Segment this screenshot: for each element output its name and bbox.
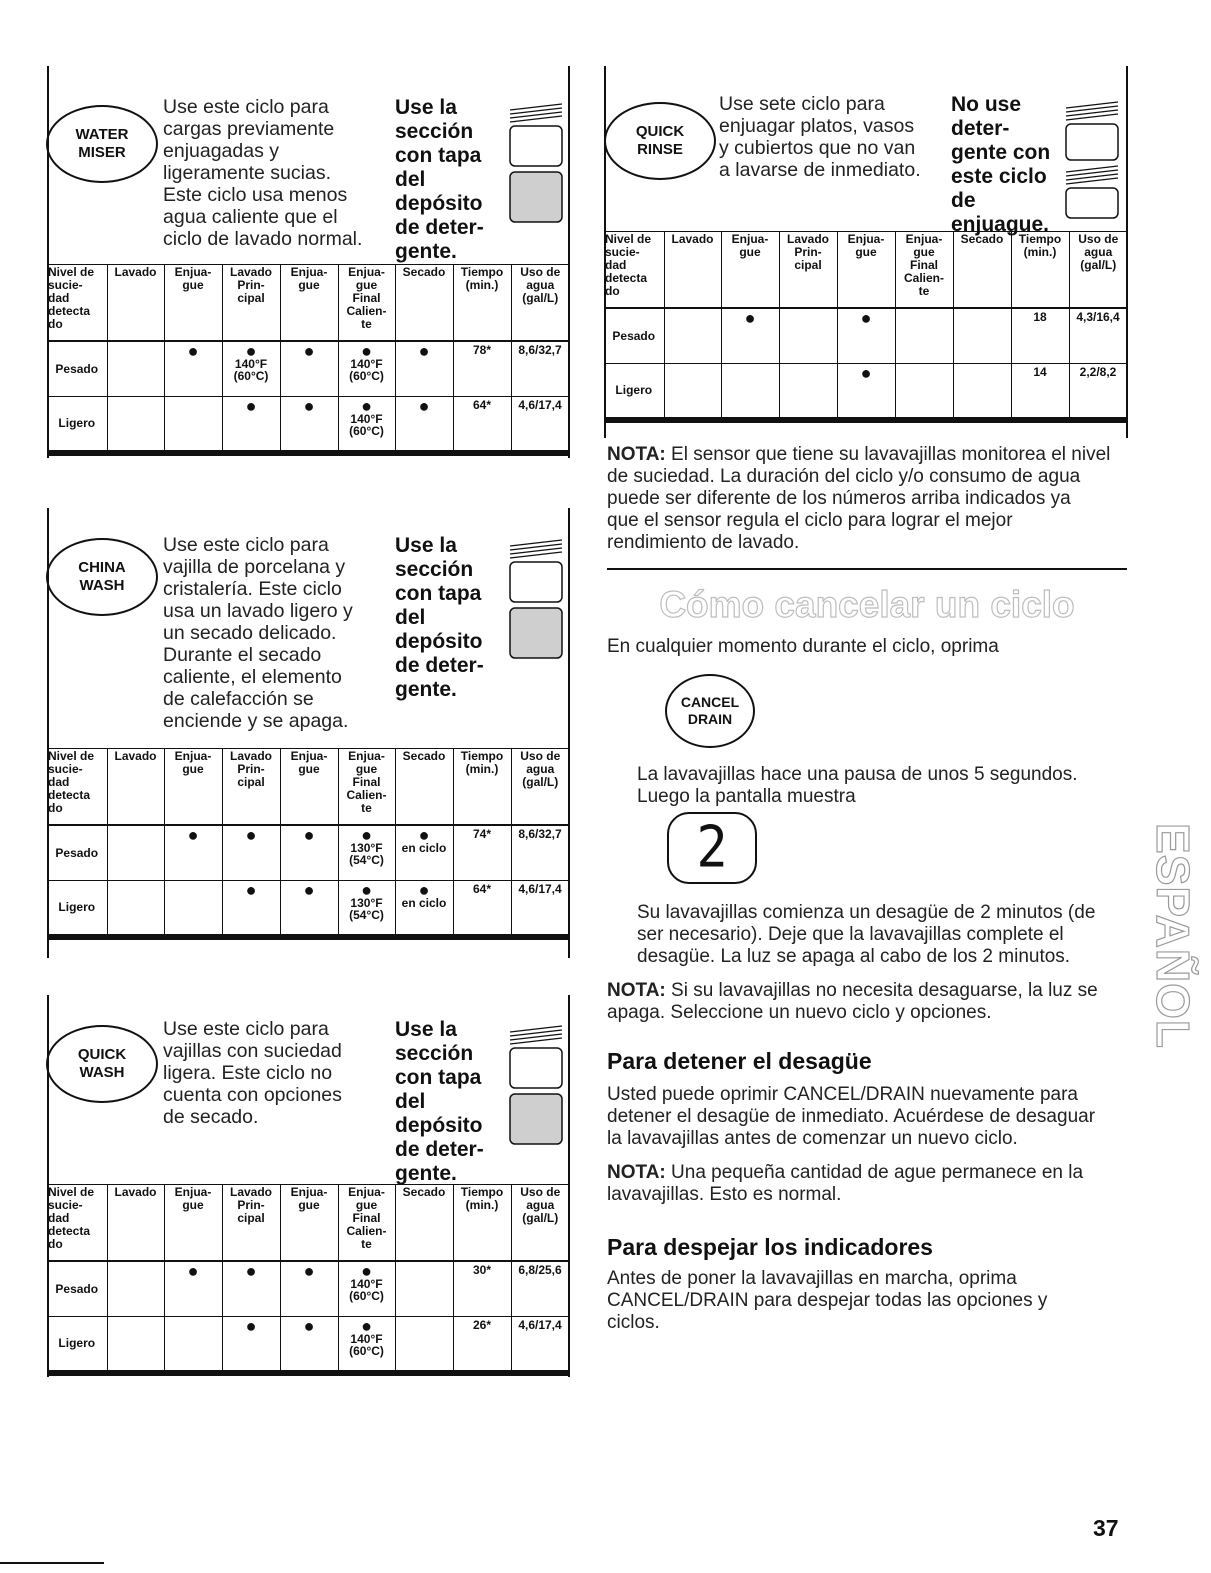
- cell-detail: 140°F (60°C): [349, 1276, 384, 1303]
- cycle-step-dot: ●: [303, 880, 315, 900]
- quick-wash-button-icon: [46, 1025, 158, 1103]
- header-rinse: Enjua- gue: [837, 232, 895, 308]
- table-cell: [1069, 308, 1127, 364]
- cell-value: 18: [1033, 309, 1047, 324]
- table-row: [604, 308, 1127, 364]
- table-cell: [338, 1317, 395, 1373]
- cell-detail: 140°F (60°C): [349, 1332, 384, 1358]
- table-cell: [511, 1261, 569, 1317]
- table-cell: [511, 825, 569, 881]
- table-cell: [511, 1317, 569, 1373]
- cell-detail: 140°F (60°C): [233, 356, 269, 383]
- divider: [607, 568, 1127, 570]
- row-label: Ligero: [47, 397, 107, 453]
- cycle-step-dot: ●: [361, 1316, 372, 1336]
- nota-label: NOTA:: [607, 444, 666, 465]
- header-soil-level: Nivel de sucie- dad detecta do: [604, 232, 664, 308]
- display-icon: [667, 812, 757, 884]
- table-cell: [453, 1317, 511, 1373]
- detergent-note: No use deter- gente con este ciclo de enjuague.: [951, 93, 1051, 236]
- table-cell: [395, 397, 453, 453]
- cycle-step-dot: ●: [418, 396, 430, 416]
- detergent-dispenser-icon: [508, 102, 564, 224]
- detergent-dispenser-icon: [508, 538, 564, 660]
- cell-detail: 140°F (60°C): [349, 412, 384, 438]
- row-label: Ligero: [47, 881, 107, 937]
- row-label: Pesado: [47, 341, 107, 397]
- header-water-use: Uso de agua (gal/L): [1069, 232, 1127, 308]
- cycle-step-dot: ●: [418, 340, 430, 361]
- cell-detail: 140°F (60°C): [349, 356, 384, 383]
- table-cell: [1069, 364, 1127, 420]
- nota-text: Si su lavavajillas no necesita desaguarse, la luz se apaga. Seleccione un nuevo ciclo y opciones.: [607, 980, 1098, 1023]
- table-cell: [511, 881, 569, 937]
- cycle-step-dot: ●: [245, 824, 257, 845]
- stop-text: Usted puede oprimir CANCEL/DRAIN nuevamente para detener el desagüe de inmediato. Acuérdese de desaguar la lavavajillas antes de comenzar un nuevo ciclo.: [607, 1084, 1096, 1149]
- detergent-dispenser-icon: [508, 1024, 564, 1146]
- header-time: Tiempo (min.): [453, 265, 511, 341]
- header-dry: Secado: [395, 749, 453, 825]
- heading-stop-drain: Para detener el desagüe: [607, 1048, 872, 1074]
- table-row: [47, 397, 569, 453]
- cycle-step-dot: ●: [245, 880, 257, 900]
- table-cell: [107, 1317, 164, 1373]
- table-row: [604, 364, 1127, 420]
- cycle-step-dot: ●: [303, 1316, 315, 1336]
- cycle-step-dot: ●: [245, 1316, 257, 1336]
- header-rinse: Enjua- gue: [164, 1185, 222, 1261]
- nota-no-drain: [607, 980, 1098, 1024]
- table-cell: [280, 397, 338, 453]
- header-time: Tiempo (min.): [453, 749, 511, 825]
- badge-label: CHINA WASH: [78, 559, 126, 594]
- badge-label: CANCEL DRAIN: [680, 694, 740, 727]
- header-rinse: Enjua- gue: [280, 749, 338, 825]
- cycle-step-dot: ●: [744, 307, 756, 328]
- table-cell: [779, 308, 837, 364]
- heading-clear-indicators: Para despejar los indicadores: [607, 1234, 933, 1260]
- row-label: Ligero: [604, 364, 664, 420]
- table-cell: [338, 1261, 395, 1317]
- table-row: [47, 341, 569, 397]
- cell-value: 6,8/25,6: [518, 1262, 562, 1277]
- cycle-step-dot: ●: [418, 824, 430, 845]
- table-cell: [164, 397, 222, 453]
- footer-rule: [0, 1562, 104, 1564]
- table-cell: [107, 825, 164, 881]
- nota-text: Una pequeña cantidad de ague permanece en la lavavajillas. Esto es normal.: [607, 1162, 1084, 1205]
- cycle-step-dot: ●: [303, 1260, 315, 1281]
- cycle-table-quick-rinse: [604, 231, 1128, 423]
- table-cell: [338, 881, 395, 937]
- section-title: Cómo cancelar un ciclo: [659, 584, 1075, 625]
- table-cell: [164, 341, 222, 397]
- header-wash: Lavado: [107, 749, 164, 825]
- table-row: [47, 1317, 569, 1373]
- cycle-table-quick-wash: [47, 1184, 570, 1376]
- clear-text: Antes de poner la lavavajillas en marcha, oprima CANCEL/DRAIN para despejar todas las opciones y ciclos.: [607, 1268, 1048, 1333]
- cell-value: 64*: [472, 882, 492, 896]
- pause-text: La lavavajillas hace una pausa de unos 5 segundos. Luego la pantalla muestra: [637, 764, 1078, 807]
- table-cell: [1011, 308, 1069, 364]
- table-cell: [338, 397, 395, 453]
- header-final-hot-rinse: Enjua- gue Final Calien- te: [895, 232, 953, 308]
- cycle-step-dot: ●: [860, 363, 872, 383]
- cell-value: 74*: [472, 826, 492, 841]
- table-cell: [222, 1261, 280, 1317]
- cycle-step-dot: ●: [361, 824, 372, 845]
- header-rinse: Enjua- gue: [280, 1185, 338, 1261]
- row-label: Pesado: [47, 825, 107, 881]
- table-cell: [222, 397, 280, 453]
- badge-label: WATER MISER: [75, 126, 129, 161]
- table-cell: [395, 825, 453, 881]
- table-cell: [107, 1261, 164, 1317]
- row-label: Pesado: [47, 1261, 107, 1317]
- china-wash-button-icon: [46, 538, 158, 616]
- cycle-description: Use sete ciclo para enjuagar platos, vasos y cubiertos que no van a lavarse de inmediato.: [719, 93, 921, 181]
- cycle-description: Use este ciclo para vajilla de porcelana y cristalería. Este ciclo usa un lavado ligero y un secado delicado. Durante el secado caliente, el elemento de calefacción se enciende y se apaga.: [163, 534, 353, 732]
- table-cell: [779, 364, 837, 420]
- header-dry: Secado: [953, 232, 1011, 308]
- cycle-step-dot: ●: [303, 396, 315, 416]
- detergent-note: Use la sección con tapa del depósito de deter- gente.: [395, 96, 484, 263]
- table-row: [47, 881, 569, 937]
- header-rinse: Enjua- gue: [164, 749, 222, 825]
- cycle-description: Use este ciclo para vajillas con suciedad ligera. Este ciclo no cuenta con opciones de secado.: [163, 1018, 342, 1128]
- cell-value: 4,3/16,4: [1076, 309, 1120, 324]
- table-cell: [222, 341, 280, 397]
- table-row: [47, 825, 569, 881]
- cell-value: 78*: [472, 342, 492, 357]
- table-cell: [107, 341, 164, 397]
- header-wash: Lavado: [107, 265, 164, 341]
- header-main-wash: Lavado Prin- cipal: [222, 1185, 280, 1261]
- header-rinse: Enjua- gue: [280, 265, 338, 341]
- detergent-note: Use la sección con tapa del depósito de deter- gente.: [395, 1018, 484, 1185]
- cell-value: 64*: [472, 398, 492, 412]
- table-cell: [280, 341, 338, 397]
- header-soil-level: Nivel de sucie- dad detecta do: [47, 265, 107, 341]
- table-cell: [453, 881, 511, 937]
- header-time: Tiempo (min.): [1011, 232, 1069, 308]
- header-final-hot-rinse: Enjua- gue Final Calien- te: [338, 265, 395, 341]
- quick-rinse-button-icon: [604, 102, 716, 180]
- cycle-step-dot: ●: [187, 1260, 199, 1281]
- cell-detail: en ciclo: [401, 840, 447, 855]
- table-cell: [453, 341, 511, 397]
- table-cell: [837, 364, 895, 420]
- cell-detail: en ciclo: [401, 896, 447, 910]
- cycle-step-dot: ●: [361, 1260, 372, 1281]
- cell-detail: 130°F (54°C): [349, 896, 384, 922]
- header-soil-level: Nivel de sucie- dad detecta do: [47, 1185, 107, 1261]
- drain-text: Su lavavajillas comienza un desagüe de 2 minutos (de ser necesario). Deje que la lavavajillas complete el desagüe. La luz se apaga al cabo de los 2 minutos.: [637, 902, 1096, 967]
- table-row: [47, 1261, 569, 1317]
- table-cell: [338, 825, 395, 881]
- header-soil-level: Nivel de sucie- dad detecta do: [47, 749, 107, 825]
- nota-text: El sensor que tiene su lavavajillas monitorea el nivel de suciedad. La duración del ciclo y/o consumo de agua puede ser diferente de los números arriba indicados ya que el sensor regula el ciclo para lograr el mejor rendimiento de lavado.: [607, 444, 1111, 553]
- header-main-wash: Lavado Prin- cipal: [222, 265, 280, 341]
- table-cell: [338, 341, 395, 397]
- header-dry: Secado: [395, 265, 453, 341]
- table-cell: [953, 308, 1011, 364]
- cycle-step-dot: ●: [418, 880, 430, 900]
- table-cell: [222, 825, 280, 881]
- table-cell: [453, 825, 511, 881]
- cell-value: 14: [1033, 365, 1047, 379]
- table-cell: [453, 1261, 511, 1317]
- table-cell: [1011, 364, 1069, 420]
- header-time: Tiempo (min.): [453, 1185, 511, 1261]
- table-cell: [280, 1261, 338, 1317]
- cycle-step-dot: ●: [187, 824, 199, 845]
- header-wash: Lavado: [664, 232, 721, 308]
- row-label: Ligero: [47, 1317, 107, 1373]
- table-cell: [280, 881, 338, 937]
- page-number: 37: [1093, 1515, 1119, 1541]
- cycle-step-dot: ●: [361, 880, 372, 900]
- side-tab-label: ESPAÑOL: [1147, 823, 1200, 1049]
- badge-label: QUICK WASH: [77, 1046, 127, 1081]
- cell-value: 2,2/8,2: [1079, 365, 1117, 379]
- table-cell: [222, 1317, 280, 1373]
- cycle-step-dot: ●: [361, 340, 372, 361]
- cycle-step-dot: ●: [245, 396, 257, 416]
- cell-value: 4,6/17,4: [518, 1318, 562, 1332]
- header-main-wash: Lavado Prin- cipal: [222, 749, 280, 825]
- table-cell: [511, 341, 569, 397]
- header-wash: Lavado: [107, 1185, 164, 1261]
- cell-value: 30*: [472, 1262, 492, 1277]
- table-cell: [837, 308, 895, 364]
- table-cell: [721, 308, 779, 364]
- table-cell: [280, 825, 338, 881]
- cycle-step-dot: ●: [187, 340, 199, 361]
- table-cell: [222, 881, 280, 937]
- row-label: Pesado: [604, 308, 664, 364]
- table-cell: [164, 1261, 222, 1317]
- cell-value: 4,6/17,4: [518, 398, 562, 412]
- table-cell: [895, 364, 953, 420]
- header-rinse: Enjua- gue: [721, 232, 779, 308]
- cycle-step-dot: ●: [245, 340, 257, 361]
- table-cell: [511, 397, 569, 453]
- cell-detail: 130°F (54°C): [349, 840, 384, 867]
- cell-value: 8,6/32,7: [518, 826, 562, 841]
- cycle-table-china-wash: [47, 748, 570, 940]
- header-final-hot-rinse: Enjua- gue Final Calien- te: [338, 1185, 395, 1261]
- cancel-drain-button-icon: [665, 674, 755, 748]
- header-main-wash: Lavado Prin- cipal: [779, 232, 837, 308]
- language-side-tab: [1143, 806, 1203, 1066]
- table-cell: [664, 364, 721, 420]
- cycle-description: Use este ciclo para cargas previamente enjuagadas y ligeramente sucias. Este ciclo usa menos agua caliente que el ciclo de lavado normal.: [163, 96, 363, 250]
- display-value: 2: [696, 815, 728, 881]
- nota-label: NOTA:: [607, 980, 666, 1001]
- table-cell: [164, 825, 222, 881]
- table-cell: [107, 881, 164, 937]
- nota-sensor: [607, 444, 1127, 554]
- water-miser-button-icon: [46, 105, 158, 183]
- table-cell: [395, 1261, 453, 1317]
- nota-water: [607, 1162, 1083, 1206]
- table-cell: [395, 881, 453, 937]
- cycle-step-dot: ●: [245, 1260, 257, 1281]
- table-cell: [280, 1317, 338, 1373]
- detergent-dispenser-icon: [1064, 100, 1120, 222]
- cycle-step-dot: ●: [361, 396, 372, 416]
- header-rinse: Enjua- gue: [164, 265, 222, 341]
- table-cell: [895, 308, 953, 364]
- table-cell: [164, 1317, 222, 1373]
- cycle-step-dot: ●: [860, 307, 872, 328]
- cancel-intro: En cualquier momento durante el ciclo, oprima: [607, 636, 999, 657]
- cycle-table-water-miser: [47, 264, 570, 456]
- table-cell: [953, 364, 1011, 420]
- cycle-step-dot: ●: [303, 340, 315, 361]
- table-cell: [395, 1317, 453, 1373]
- cell-value: 4,6/17,4: [518, 882, 562, 896]
- table-cell: [721, 364, 779, 420]
- nota-label: NOTA:: [607, 1162, 666, 1183]
- table-cell: [107, 397, 164, 453]
- cell-value: 8,6/32,7: [518, 342, 562, 357]
- cycle-step-dot: ●: [303, 824, 315, 845]
- header-water-use: Uso de agua (gal/L): [511, 749, 569, 825]
- table-cell: [164, 881, 222, 937]
- header-dry: Secado: [395, 1185, 453, 1261]
- header-water-use: Uso de agua (gal/L): [511, 1185, 569, 1261]
- header-water-use: Uso de agua (gal/L): [511, 265, 569, 341]
- header-final-hot-rinse: Enjua- gue Final Calien- te: [338, 749, 395, 825]
- cell-value: 26*: [472, 1318, 492, 1332]
- badge-label: QUICK RINSE: [635, 123, 685, 158]
- table-cell: [395, 341, 453, 397]
- table-cell: [664, 308, 721, 364]
- table-cell: [453, 397, 511, 453]
- detergent-note: Use la sección con tapa del depósito de deter- gente.: [395, 534, 484, 701]
